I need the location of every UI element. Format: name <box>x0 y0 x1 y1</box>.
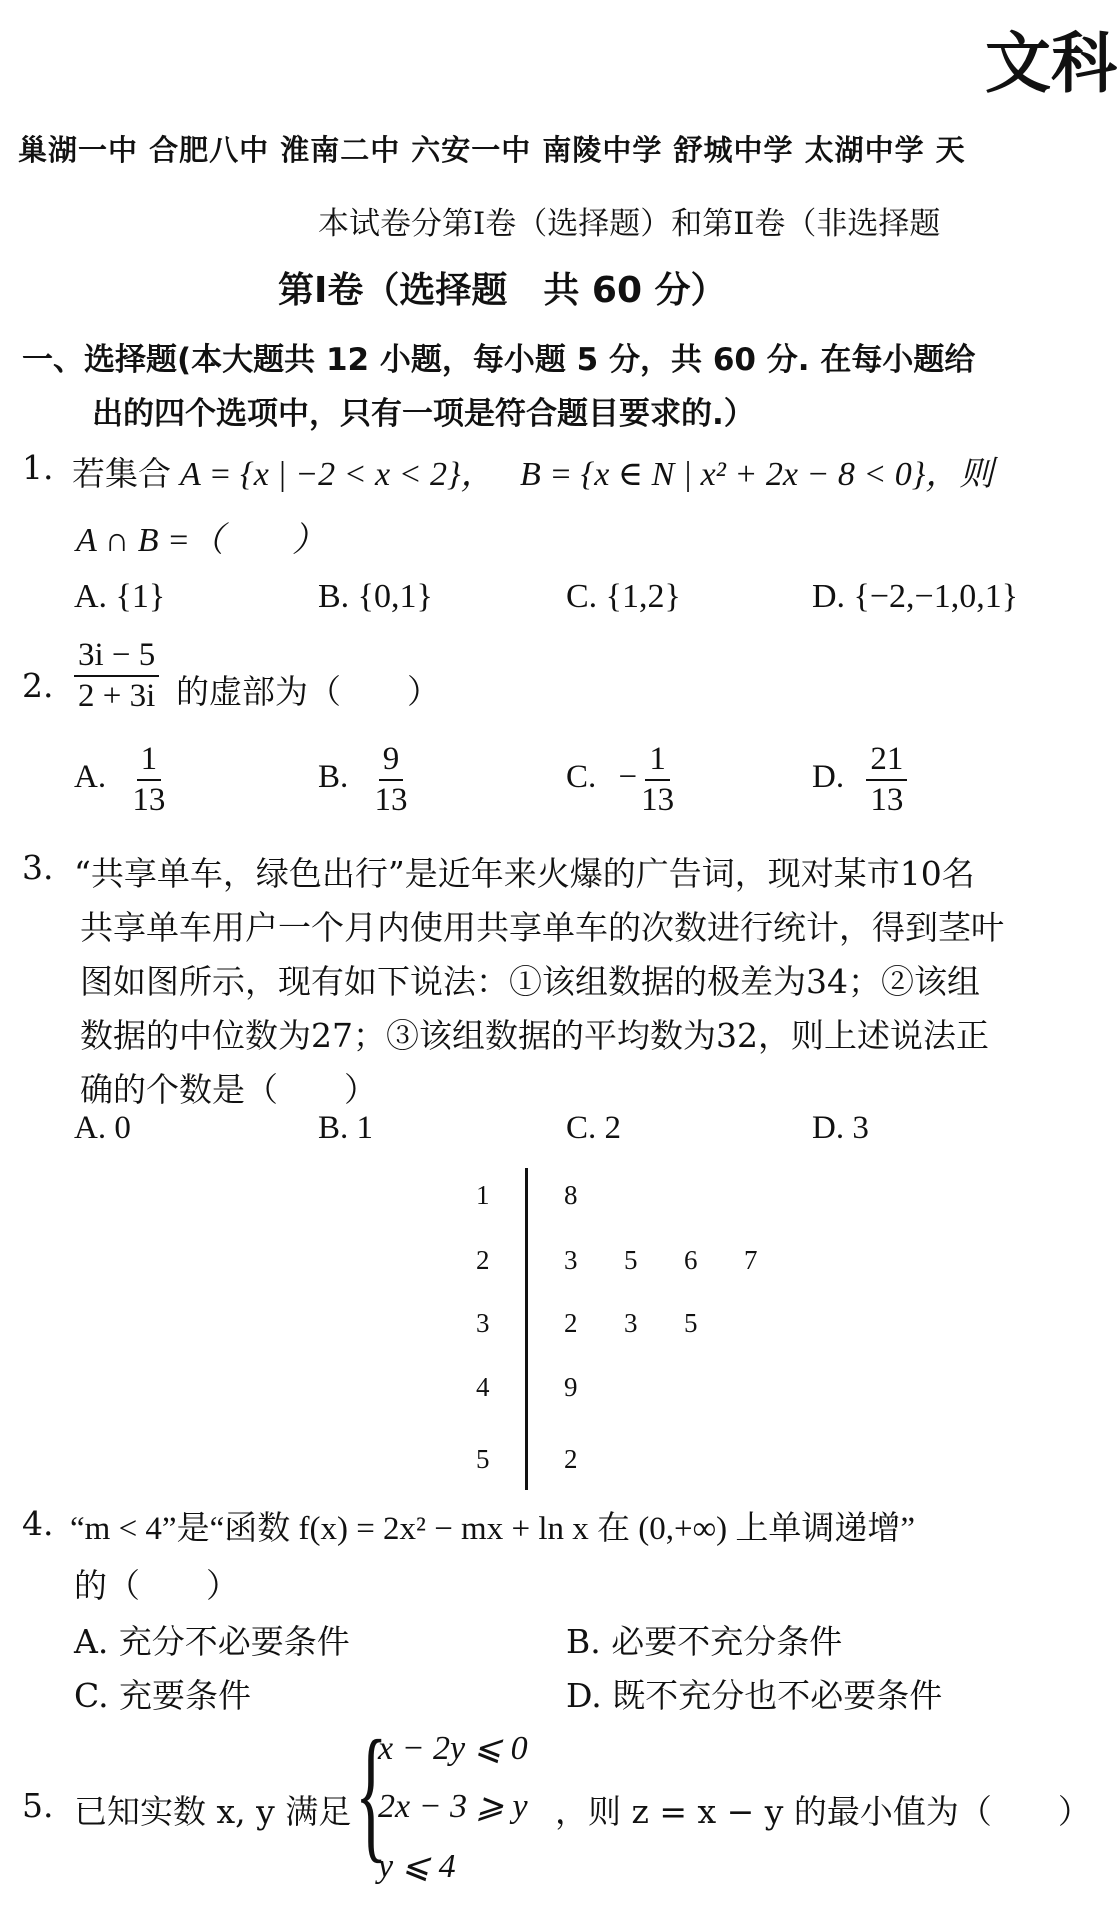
question-3-option-a: A. 0 <box>74 1110 131 1146</box>
question-1-option-c: C. {1,2} <box>566 578 681 615</box>
question-2-option-d-label: D. <box>812 759 845 796</box>
question-1-stem-prefix: 若集合 <box>72 454 171 493</box>
leaf-value: 3 <box>624 1308 638 1338</box>
question-3-line-2: 共享单车用户一个月内使用共享单车的次数进行统计，得到茎叶 <box>80 908 1004 947</box>
question-1-option-a: A. {1} <box>74 578 166 615</box>
question-2-option-c <box>566 742 678 817</box>
question-3-option-b: B. 1 <box>318 1110 374 1146</box>
stem-leaf-divider <box>525 1168 528 1490</box>
question-1-option-b: B. {0,1} <box>318 578 433 615</box>
question-2-stem: 的虚部为（ ） <box>176 672 440 711</box>
question-3-number: 3. <box>22 848 54 887</box>
question-1-set-b: B = {x ∈ N | x² + 2x − 8 < 0}，则 <box>520 456 994 493</box>
question-4-line-1: “m < 4”是“函数 f(x) = 2x² − mx + ln x 在 (0,+∞) 上单调递增” <box>70 1511 916 1547</box>
leaf-value: 8 <box>564 1180 578 1210</box>
question-2-option-c-sign: − <box>618 759 638 796</box>
question-2-numerator: 3i − 5 <box>74 638 159 677</box>
stem-value: 1 <box>476 1180 490 1210</box>
question-2-fraction <box>74 638 159 713</box>
question-4-option-d: D. 既不充分也不必要条件 <box>566 1676 943 1715</box>
question-2-option-a <box>74 742 169 817</box>
question-1-set-a: A = {x | −2 < x < 2}， <box>180 456 495 493</box>
question-5-condition-1: x − 2y ⩽ 0 <box>378 1730 528 1767</box>
leaf-value: 2 <box>564 1308 578 1338</box>
question-5-number: 5. <box>22 1786 54 1825</box>
question-2-number: 2. <box>22 666 54 705</box>
question-5-condition-2: 2x − 3 ⩾ y <box>378 1788 528 1825</box>
question-4-option-c: C. 充要条件 <box>74 1676 252 1715</box>
question-1-expression: A ∩ B =（ ） <box>76 522 326 559</box>
question-2-option-b-den: 13 <box>374 781 408 818</box>
question-3-line-3: 图如图所示，现有如下说法：①该组数据的极差为34；②该组 <box>80 962 980 1001</box>
leaf-value: 5 <box>684 1308 698 1338</box>
question-3-line-4: 数据的中位数为27；③该组数据的平均数为32，则上述说法正 <box>80 1016 989 1055</box>
question-5-suffix: ，则 z = x − y 的最小值为（ ） <box>555 1792 1091 1831</box>
part1-title: 第Ⅰ卷（选择题 共 60 分） <box>278 270 727 311</box>
school-list: 巢湖一中 合肥八中 淮南二中 六安一中 南陵中学 舒城中学 太湖中学 天 <box>18 133 966 167</box>
question-1-number: 1. <box>22 448 54 487</box>
question-4-option-b: B. 必要不充分条件 <box>566 1622 843 1661</box>
leaf-value: 9 <box>564 1372 578 1402</box>
question-2-option-c-den: 13 <box>641 781 675 818</box>
question-2-option-b <box>318 742 412 817</box>
stem-value: 4 <box>476 1372 490 1402</box>
question-2-option-a-num: 1 <box>137 742 162 781</box>
question-2-option-c-num: 1 <box>645 742 670 781</box>
question-2-denominator: 2 + 3i <box>78 677 156 714</box>
question-5-prefix: 已知实数 x, y 满足 <box>74 1792 352 1831</box>
question-2-option-a-label: A. <box>74 759 107 796</box>
question-3-option-c: C. 2 <box>566 1110 622 1146</box>
question-2-option-c-label: C. <box>566 759 597 796</box>
leaf-value: 3 <box>564 1245 578 1275</box>
section-instruction-line1: 一、选择题(本大题共 12 小题，每小题 5 分，共 60 分. 在每小题给 <box>22 342 976 378</box>
exam-title-fragment: 文科 <box>985 25 1117 102</box>
question-3-line-1: “共享单车，绿色出行”是近年来火爆的广告词，现对某市10名 <box>74 854 975 893</box>
question-4-line-2: 的（ ） <box>74 1566 239 1605</box>
question-2-option-a-den: 13 <box>132 781 166 818</box>
exam-intro: 本试卷分第Ⅰ卷（选择题）和第Ⅱ卷（非选择题 <box>318 206 941 242</box>
question-5-left-brace: { <box>355 1710 388 1876</box>
leaf-value: 5 <box>624 1245 638 1275</box>
question-2-option-d-num: 21 <box>866 742 907 781</box>
question-1-option-d: D. {−2,−1,0,1} <box>812 578 1019 615</box>
question-2-option-b-num: 9 <box>379 742 404 781</box>
leaf-value: 2 <box>564 1444 578 1474</box>
stem-value: 2 <box>476 1245 490 1275</box>
question-4-option-a: A. 充分不必要条件 <box>74 1622 350 1661</box>
question-3-line-5: 确的个数是（ ） <box>80 1070 377 1109</box>
question-5-condition-3: y ⩽ 4 <box>378 1848 456 1885</box>
question-2-option-d-den: 13 <box>870 781 904 818</box>
question-4-number: 4. <box>22 1504 54 1543</box>
question-2-option-d <box>812 742 907 817</box>
section-instruction-line2: 出的四个选项中，只有一项是符合题目要求的.） <box>92 396 755 432</box>
leaf-value: 6 <box>684 1245 698 1275</box>
stem-value: 5 <box>476 1444 490 1474</box>
question-3-option-d: D. 3 <box>812 1110 869 1146</box>
leaf-value: 7 <box>744 1245 758 1275</box>
stem-value: 3 <box>476 1308 490 1338</box>
question-2-option-b-label: B. <box>318 759 349 796</box>
